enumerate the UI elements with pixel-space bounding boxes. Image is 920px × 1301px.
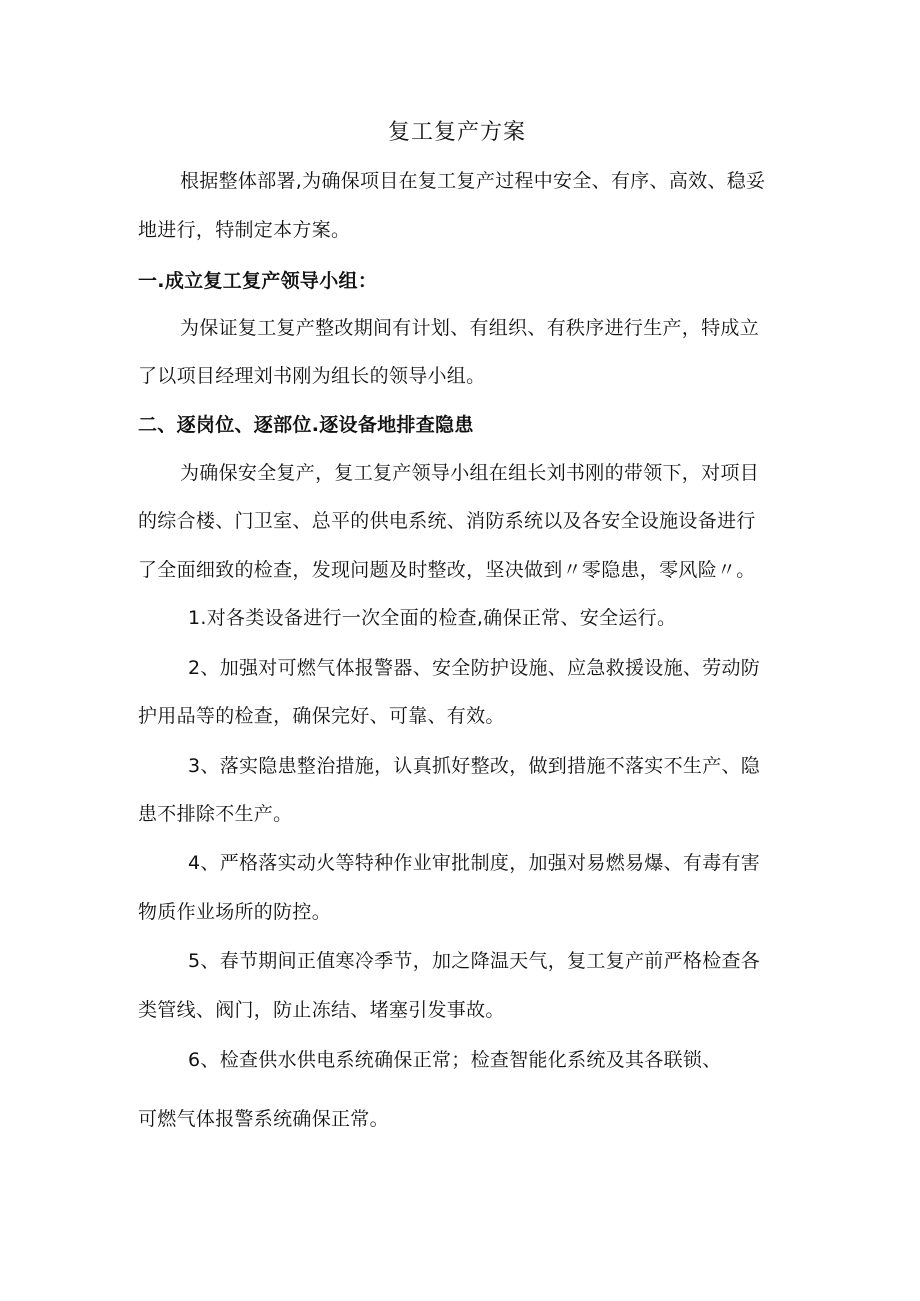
list-item-4-line-1: 4、严格落实动火等特种作业审批制度，加强对易燃易爆、有毒有害 (188, 852, 761, 874)
section-1-paragraph-line-1: 为保证复工复产整改期间有计划、有组织、有秩序进行生产，特成立 (180, 317, 760, 339)
list-item-3-line-2: 患不排除不生产。 (138, 803, 293, 825)
list-item-1: 1.对各类设备进行一次全面的检查,确保正常、安全运行。 (188, 607, 677, 629)
list-item-5-line-2: 类管线、阀门，防止冻结、堵塞引发事故。 (138, 999, 505, 1021)
intro-line-2: 地进行，特制定本方案。 (138, 219, 351, 241)
section-2-paragraph-line-3: 了全面细致的检查，发现问题及时整改，坚决做到〃零隐患，零风险〃。 (138, 559, 756, 581)
section-2-paragraph-line-2: 的综合楼、门卫室、总平的供电系统、消防系统以及各安全设施设备进行 (138, 510, 756, 532)
list-item-6-line-1: 6、检查供水供电系统确保正常；检查智能化系统及其各联锁、 (188, 1049, 722, 1071)
list-item-5-line-1: 5、春节期间正值寒冷季节，加之降温天气，复工复产前严格检查各 (188, 950, 761, 972)
list-item-3-line-1: 3、落实隐患整治措施，认真抓好整改，做到措施不落实不生产、隐 (188, 755, 761, 777)
list-item-2-line-1: 2、加强对可燃气体报警器、安全防护设施、应急救援设施、劳动防 (188, 657, 761, 679)
list-item-2-line-2: 护用品等的检查，确保完好、可靠、有效。 (138, 705, 505, 727)
page-title: 复工复产方案 (388, 120, 527, 145)
section-1-paragraph-line-2: 了以项目经理刘书刚为组长的领导小组。 (138, 365, 486, 387)
section-2-paragraph-line-1: 为确保安全复产，复工复产领导小组在组长刘书刚的带领下，对项目 (180, 462, 760, 484)
list-item-6-line-2: 可燃气体报警系统确保正常。 (138, 1108, 389, 1130)
section-1-heading: 一.成立复工复产领导小组： (138, 270, 378, 292)
section-2-heading: 二、逐岗位、逐部位.逐设备地排查隐患 (138, 414, 474, 436)
list-item-4-line-2: 物质作业场所的防控。 (138, 901, 332, 923)
intro-line-1: 根据整体部署,为确保项目在复工复产过程中安全、有序、高效、稳妥 (180, 170, 766, 192)
